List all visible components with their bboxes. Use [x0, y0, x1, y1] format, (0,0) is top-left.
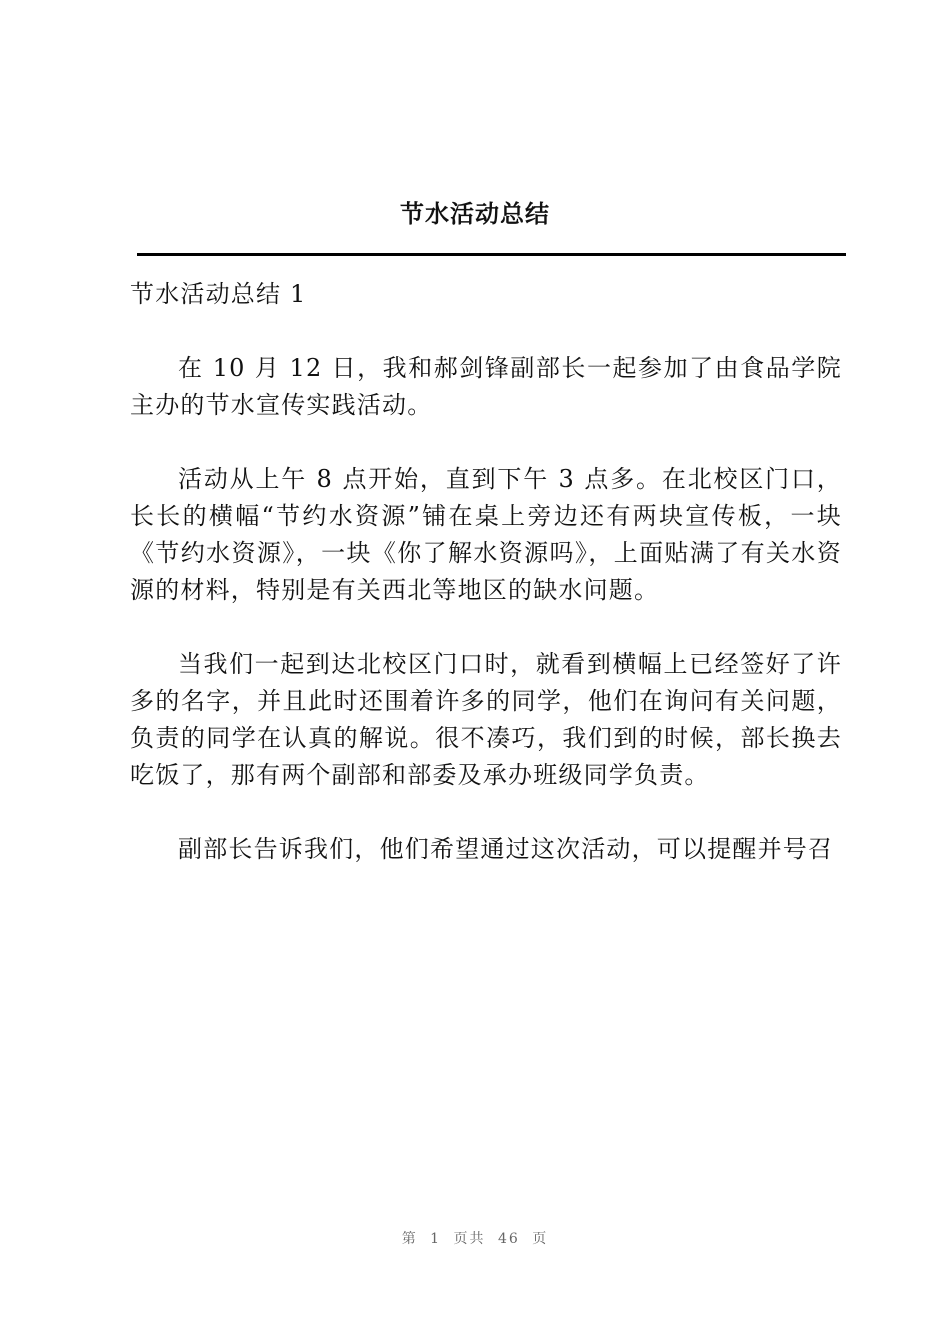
section-heading: 节水活动总结 1: [130, 280, 307, 308]
document-title: 节水活动总结: [400, 200, 550, 228]
title-underline: [137, 253, 846, 256]
page-number-footer: 第 1 页共 46 页: [401, 1231, 549, 1247]
document-body: [130, 276, 842, 868]
paragraph-2: 活动从上午 8 点开始，直到下午 3 点多。在北校区门口，长长的横幅“节约水资源”铺在桌上旁边还有两块宣传板，一块《节约水资源》，一块《你了解水资源吗》，上面贴满了有关水资源的材料，特别是有关西北等地区的缺水问题。: [130, 465, 842, 604]
paragraph-4: 副部长告诉我们，他们希望通过这次活动，可以提醒并号召: [178, 835, 834, 863]
paragraph-3: 当我们一起到达北校区门口时，就看到横幅上已经签好了许多的名字，并且此时还围着许多的同学，他们在询问有关问题，负责的同学在认真的解说。很不凑巧，我们到的时候，部长换去吃饭了，那有两个副部和部委及承办班级同学负责。: [130, 650, 842, 789]
paragraph-1: 在 10 月 12 日，我和郝剑锋副部长一起参加了由食品学院主办的节水宣传实践活动。: [130, 354, 842, 419]
